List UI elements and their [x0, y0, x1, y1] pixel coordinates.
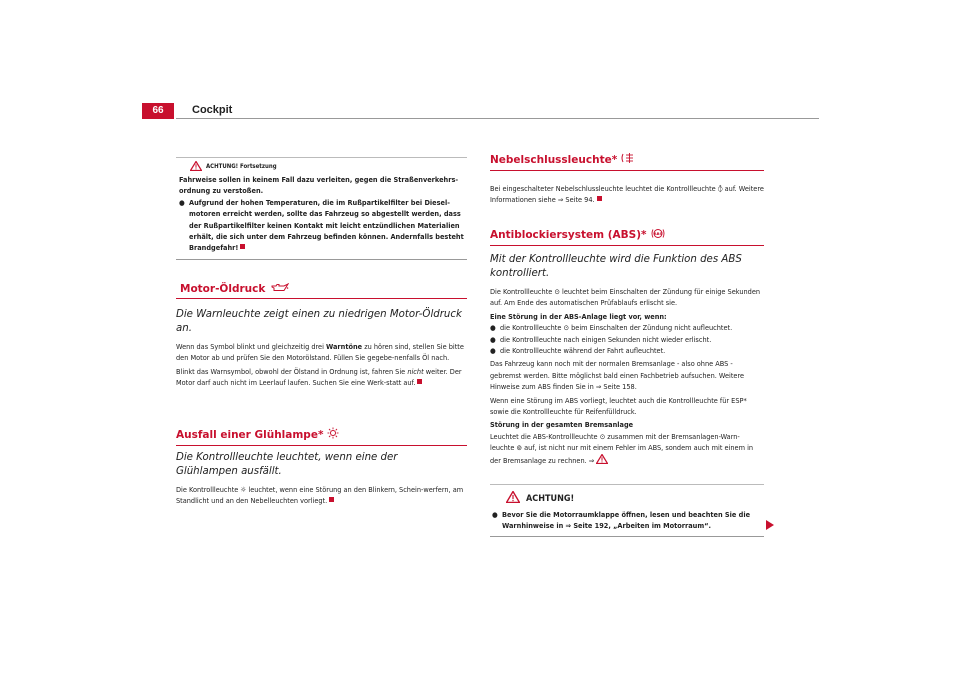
bulb-section-title	[176, 427, 467, 442]
bulb-section	[176, 427, 467, 507]
abs-fault-heading: Eine Störung in der ABS-Anlage liegt vor, wenn:	[490, 311, 667, 321]
abs-subtitle: Mit der Kontrollleuchte wird die Funktion des ABS kontrolliert.	[490, 254, 742, 279]
bullet-icon: ●	[492, 510, 498, 519]
abs-para2: Das Fahrzeug kann noch mit der normalen Bremsanlage - also ohne ABS - gebremst werden. Bitte möglichst bald einen Fachbetrieb aufsuchen. Weitere Hinweise zum ABS finden Sie in ⇒ Seite 158.	[490, 359, 745, 392]
next-page-arrow-icon	[766, 520, 774, 530]
end-mark-icon	[329, 497, 334, 502]
warning-box-heading	[190, 161, 277, 171]
svg-text:ABS: ABS	[653, 231, 662, 237]
brake-icon: ⊚	[516, 443, 523, 453]
bulb-small-icon: ☼	[240, 485, 247, 494]
warning-triangle-icon	[506, 491, 520, 506]
bullet-icon: ●	[490, 334, 496, 344]
oil-section-title	[176, 283, 467, 295]
page-title: Cockpit	[192, 104, 233, 116]
warning-triangle-icon	[190, 161, 202, 171]
oil-section	[176, 283, 467, 389]
achtung-box	[490, 484, 764, 537]
fog-light-icon	[621, 152, 635, 167]
abs-small-icon: ⊙	[554, 287, 560, 296]
warning-box-bullet-text: Aufgrund der hohen Temperaturen, die im Rußpartikelfilter bei Diesel-motoren erreicht werden, sollte das Fahrzeug so abgestellt werden, dass der Rußpartikelfilter keinen Kontakt mit leicht entzündlichen Materialien erhält, die sich unter dem Fahrzeug befinden können. Andernfalls besteht Brandgefahr!	[189, 197, 464, 253]
fog-small-icon: ⦽	[717, 184, 723, 193]
oil-title-text: Motor-Öldruck	[180, 283, 266, 295]
warning-box-text	[179, 174, 467, 254]
fog-section-rule	[490, 170, 764, 171]
page-number: 66	[142, 103, 174, 119]
abs-section-title	[490, 228, 764, 242]
abs-section	[490, 228, 764, 467]
bulb-title-text: Ausfall einer Glühlampe*	[176, 428, 324, 441]
achtung-bullet: ● Bevor Sie die Motorraumklappe öffnen, lesen und beachten Sie die Warnhinweise in ⇒ Seite 192, „Arbeiten im Motorraum“.	[492, 510, 751, 531]
abs-bullet-1: ● die Kontrollleuchte ⊙ beim Einschalten der Zündung nicht aufleuchtet.	[490, 323, 733, 333]
abs-para3: Wenn eine Störung im ABS vorliegt, leuchtet auch die Kontrollleuchte für ESP* sowie die Kontrollleuchte für Reifenfülldruck.	[490, 395, 747, 417]
end-mark-icon	[417, 379, 422, 384]
bulb-para1: Die Kontrollleuchte ☼ leuchtet, wenn eine Störung an den Blinkern, Schein-werfern, am Standlicht und an den Nebelleuchten vorliegt.	[176, 485, 464, 506]
oil-can-icon	[271, 283, 289, 295]
abs-small-icon: ⊙	[563, 323, 570, 333]
warning-box-continued	[176, 157, 467, 260]
oil-para2: Blinkt das Warnsymbol, obwohl der Ölstand in Ordnung ist, fahren Sie nicht weiter. Der Motor darf auch nicht im Leerlauf laufen. Suchen Sie eine Werk-statt auf.	[176, 366, 462, 388]
bulb-subtitle: Die Kontrollleuchte leuchtet, wenn eine der Glühlampen ausfällt.	[176, 452, 398, 477]
abs-bullet-2: ● die Kontrollleuchte nach einigen Sekunden nicht wieder erlischt.	[490, 334, 712, 344]
abs-title-text: Antiblockiersystem (ABS)*	[490, 229, 647, 241]
fog-section-title	[490, 152, 764, 167]
oil-para1: Wenn das Symbol blinkt und gleichzeitig drei Warntöne zu hören sind, stellen Sie bitte den Motor ab und prüfen Sie den Motorölstand. Füllen Sie gegebe-nenfalls Öl nach.	[176, 342, 464, 363]
warning-box-heading-text: ACHTUNG! Fortsetzung	[206, 162, 277, 170]
abs-bullet-3: ● die Kontrollleuchte während der Fahrt aufleuchtet.	[490, 346, 666, 356]
abs-total-heading: Störung in der gesamten Bremsanlage	[490, 420, 634, 430]
warning-box-para: Fahrweise sollen in keinem Fall dazu verleiten, gegen die Straßenverkehrs-ordnung zu verstoßen.	[179, 175, 459, 196]
end-mark-icon	[597, 196, 602, 201]
fog-para1: Bei eingeschalteter Nebelschlussleuchte leuchtet die Kontrollleuchte ⦽ auf. Weitere Informationen siehe ⇒ Seite 94.	[490, 184, 764, 205]
oil-section-rule	[176, 298, 467, 299]
achtung-heading	[506, 491, 574, 506]
warning-box-bullet	[179, 197, 467, 254]
abs-icon	[651, 228, 665, 242]
bulb-section-rule	[176, 445, 467, 446]
achtung-heading-text: ACHTUNG!	[526, 493, 575, 504]
abs-para4: Leuchtet die ABS-Kontrollleuchte ⊙ zusammen mit der Bremsanlagen-Warn-leuchte ⊚ auf, ist nicht nur mit einem Fehler im ABS, sondem auch mit einem in der Bremsanlage zu rechnen. ⇒	[490, 431, 764, 467]
header-rule	[176, 118, 819, 119]
abs-section-rule	[490, 245, 764, 246]
abs-para1: Die Kontrollleuchte ⊙ leuchtet beim Einschalten der Zündung für einige Sekunden auf. Am Ende des automatischen Prüfablaufs erlischt sie.	[490, 287, 761, 308]
warning-triangle-icon	[596, 454, 608, 467]
bullet-icon: ●	[490, 323, 496, 333]
end-mark-icon	[240, 244, 245, 249]
bulb-icon	[327, 427, 339, 442]
fog-title-text: Nebelschlussleuchte*	[490, 153, 618, 166]
abs-small-icon: ⊙	[599, 431, 606, 441]
oil-subtitle: Die Warnleuchte zeigt einen zu niedrigen Motor-Öldruck an.	[176, 309, 462, 334]
bullet-icon: ●	[490, 346, 496, 356]
bullet-icon: ●	[179, 197, 185, 207]
fog-section	[490, 152, 764, 206]
